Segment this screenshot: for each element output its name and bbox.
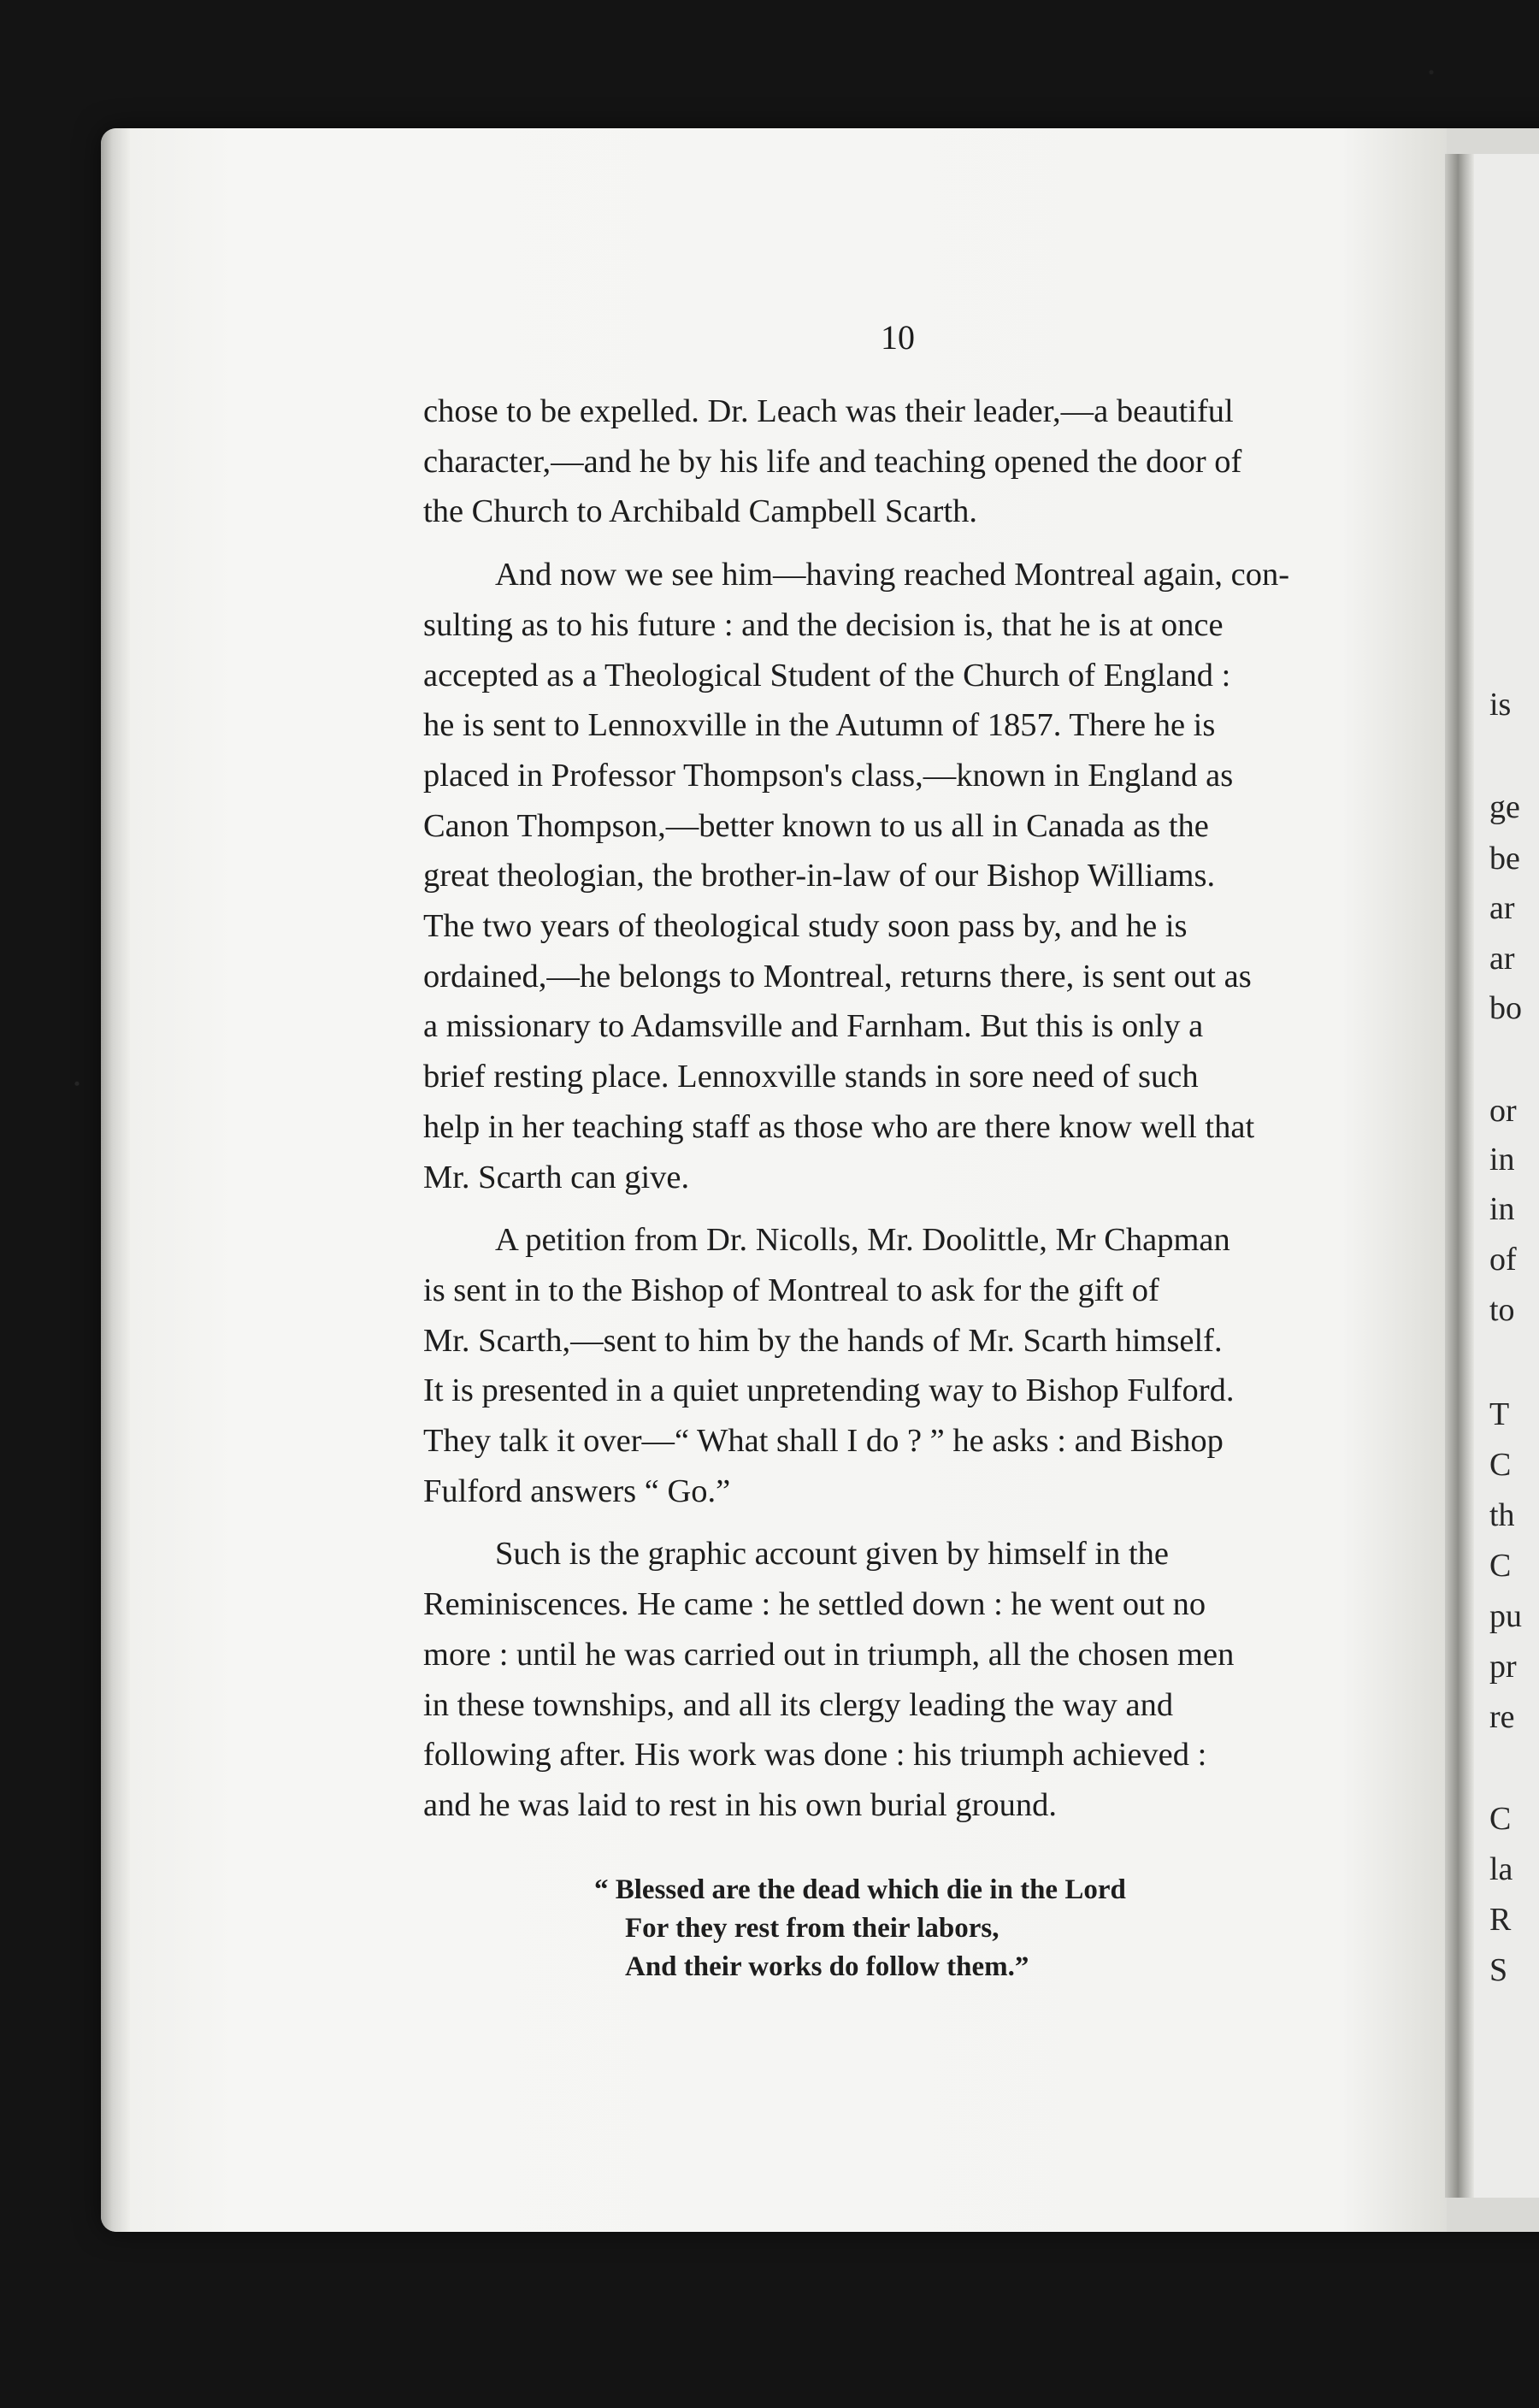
next-page-fragment: S — [1489, 1952, 1508, 1988]
page-number: 10 — [881, 318, 915, 357]
text-line: character,—and he by his life and teaching opened the door of — [423, 443, 1242, 480]
next-page-fragment: ge — [1489, 789, 1520, 825]
text-line: more : until he was carried out in triumph, all the chosen men — [423, 1636, 1235, 1673]
text-line: brief resting place. Lennoxville stands in sore need of such — [423, 1059, 1199, 1095]
text-line: They talk it over—“ What shall I do ? ” he asks : and Bishop — [423, 1423, 1224, 1460]
paragraph — [423, 387, 1385, 537]
next-page-fragment: pu — [1489, 1598, 1522, 1634]
text-line: Mr. Scarth can give. — [423, 1159, 690, 1195]
next-page-fragment: re — [1489, 1699, 1515, 1735]
text-line: help in her teaching staff as those who are there know well that — [423, 1108, 1255, 1145]
text-line: is sent in to the Bishop of Montreal to ask for the gift of — [423, 1272, 1159, 1308]
text-line: Such is the graphic account given by himself in the — [495, 1536, 1169, 1573]
paragraph — [423, 1215, 1385, 1516]
body-text — [423, 387, 1385, 1844]
scripture-verse — [594, 1871, 1126, 1986]
next-page-fragment: C — [1489, 1447, 1512, 1483]
next-page-fragment: in — [1489, 1191, 1515, 1227]
right-page-edge — [1474, 154, 1539, 2198]
text-line: A petition from Dr. Nicolls, Mr. Doolittle, Mr Chapman — [495, 1222, 1230, 1259]
next-page-fragment: C — [1489, 1801, 1512, 1837]
next-page-fragment: is — [1489, 687, 1512, 723]
next-page-fragment: in — [1489, 1142, 1515, 1177]
text-line: the Church to Archibald Campbell Scarth. — [423, 493, 977, 530]
next-page-fragment: R — [1489, 1902, 1512, 1938]
next-page-fragment: C — [1489, 1548, 1512, 1584]
next-page-fragment: ar — [1489, 941, 1515, 977]
text-line: Reminiscences. He came : he settled down : he went out no — [423, 1586, 1206, 1623]
text-line: Canon Thompson,—better known to us all in Canada as the — [423, 807, 1209, 844]
text-line: accepted as a Theological Student of the Church of England : — [423, 657, 1231, 693]
text-line: ordained,—he belongs to Montreal, returns there, is sent out as — [423, 958, 1252, 994]
next-page-fragment: to — [1489, 1292, 1515, 1328]
next-page-fragment: be — [1489, 841, 1520, 876]
paragraph — [423, 1529, 1385, 1830]
next-page-fragment: pr — [1489, 1649, 1517, 1685]
text-line: The two years of theological study soon pass by, and he is — [423, 908, 1188, 945]
text-line: a missionary to Adamsville and Farnham. But this is only a — [423, 1008, 1204, 1045]
text-line: And now we see him—having reached Montreal again, con- — [495, 557, 1290, 593]
next-page-fragment: or — [1489, 1093, 1517, 1129]
next-page-fragment: bo — [1489, 990, 1522, 1026]
next-page-fragment: la — [1489, 1851, 1513, 1887]
verse-line: For they rest from their labors, — [625, 1913, 999, 1944]
book-gutter — [1445, 154, 1474, 2198]
text-line: he is sent to Lennoxville in the Autumn of 1857. There he is — [423, 707, 1216, 744]
verse-line: And their works do follow them.” — [625, 1951, 1029, 1982]
text-line: following after. His work was done : his triumph achieved : — [423, 1737, 1207, 1774]
next-page-fragment: th — [1489, 1497, 1515, 1533]
text-line: Fulford answers “ Go.” — [423, 1473, 731, 1509]
text-line: chose to be expelled. Dr. Leach was their leader,—a beautiful — [423, 393, 1234, 429]
text-line: in these townships, and all its clergy leading the way and — [423, 1686, 1174, 1723]
text-line: sulting as to his future : and the decision is, that he is at once — [423, 606, 1224, 643]
text-line: placed in Professor Thompson's class,—known in England as — [423, 757, 1234, 794]
text-line: Mr. Scarth,—sent to him by the hands of Mr. Scarth himself. — [423, 1322, 1223, 1359]
text-line: great theologian, the brother-in-law of our Bishop Williams. — [423, 858, 1216, 894]
page-edge — [101, 128, 130, 2232]
next-page-fragment: ar — [1489, 890, 1515, 926]
paragraph — [423, 550, 1385, 1202]
next-page-fragment: T — [1489, 1396, 1510, 1432]
next-page-fragment: of — [1489, 1242, 1517, 1278]
text-line: and he was laid to rest in his own burial ground. — [423, 1786, 1057, 1823]
text-line: It is presented in a quiet unpretending way to Bishop Fulford. — [423, 1372, 1235, 1409]
verse-line: “ Blessed are the dead which die in the Lord — [594, 1874, 1126, 1905]
